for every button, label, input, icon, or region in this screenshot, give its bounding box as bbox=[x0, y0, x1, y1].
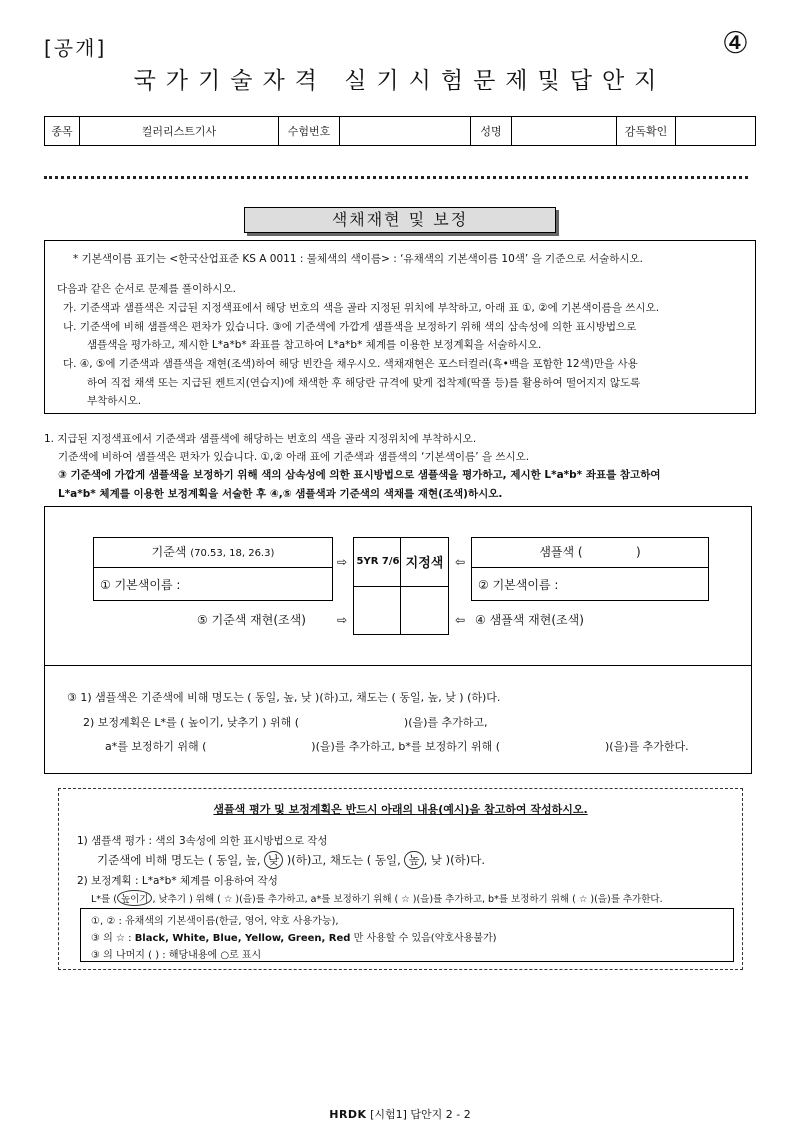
instruction-note: * 기본색이름 표기는 <한국산업표준 KS A 0011 : 물체색의 색이름> : ‘유채색의 기본색이름 10색’ 을 기준으로 서술하시오. bbox=[73, 253, 644, 265]
instruction-da-2: 하여 직접 채색 또는 지급된 켄트지(연습지)에 채색한 후 해당란 규격에 맞게 접착제(딱풀 등)를 활용하여 떨어지지 않도록 bbox=[87, 377, 641, 389]
document-title: 국가기술자격 실기시험문제및답안지 bbox=[133, 68, 667, 94]
basic-name-2-label: ② 기본색이름 : bbox=[478, 578, 559, 592]
section-title: 색채재현 및 보정 bbox=[244, 207, 556, 233]
name-label: 성명 bbox=[471, 117, 512, 146]
instruction-na-1: 나. 기준색에 비해 샘플색은 편차가 있습니다. ③에 기준색에 가깝게 샘플색을 보정하기 위해 색의 삼속성에 의한 표시방법으로 bbox=[63, 321, 637, 333]
exam-no-label: 수험번호 bbox=[279, 117, 340, 146]
instruction-da-3: 부착하시오. bbox=[87, 395, 142, 407]
circled-mark: 높이기 bbox=[117, 890, 153, 906]
standard-color-box bbox=[93, 537, 333, 601]
standard-color-lab: (70.53, 18, 26.3) bbox=[190, 548, 275, 559]
reference-eval-line: 1) 샘플색 평가 : 색의 3속성에 의한 표시방법으로 작성 bbox=[77, 835, 328, 847]
public-tag: [공개] bbox=[44, 36, 107, 60]
sample-color-paren: ( ) bbox=[577, 545, 641, 559]
designated-color-grid bbox=[353, 537, 449, 635]
reproduce-4-label: ④ 샘플색 재현(조색) bbox=[475, 613, 584, 627]
exam-no-field[interactable] bbox=[340, 117, 471, 146]
legend-line-1: ①, ② : 유채색의 기본색이름(한글, 영어, 약호 사용가능), bbox=[91, 916, 339, 927]
sample-reproduce-cell[interactable] bbox=[401, 587, 448, 634]
instruction-intro: 다음과 같은 순서로 문제를 풀이하시오. bbox=[57, 283, 236, 295]
arrow-right-icon: ⇨ bbox=[337, 613, 348, 627]
standard-reproduce-cell[interactable] bbox=[354, 587, 400, 634]
answer-divider bbox=[45, 665, 751, 666]
reproduce-5-label: ⑤ 기준색 재현(조색) bbox=[197, 613, 306, 627]
sample-color-box bbox=[471, 537, 709, 601]
circled-mark: 낮 bbox=[264, 851, 283, 869]
sample-color-label: 샘플색 bbox=[539, 545, 575, 559]
basic-name-1-label: ① 기본색이름 : bbox=[100, 578, 181, 592]
reference-plan-example: L*를 ( 높이기 , 낮추기 ) 위해 ( ☆ )(을)를 추가하고, a*를 보정하기 위해 ( ☆ )(을)를 추가하고, b*를 보정하기 위해 ( ☆ )(을)를 추가한다. bbox=[91, 890, 663, 906]
designated-color-code: 5YR 7/6 bbox=[356, 556, 400, 567]
hrdk-logo: HRDK bbox=[329, 1108, 367, 1121]
arrow-left-icon: ⇦ bbox=[455, 613, 466, 627]
arrow-left-icon: ⇦ bbox=[455, 555, 466, 569]
question-1-line-1: 1. 지급된 지정색표에서 기준색과 샘플색에 해당하는 번호의 색을 골라 지정위치에 부착하시오. bbox=[44, 433, 477, 445]
arrow-right-icon: ⇨ bbox=[337, 555, 348, 569]
reference-plan-line: 2) 보정계획 : L*a*b* 체계를 이용하여 작성 bbox=[77, 875, 278, 887]
dotted-divider bbox=[44, 176, 748, 179]
question-1-line-4: L*a*b* 체계를 이용한 보정계획을 서술한 후 ④,⑤ 샘플색과 기준색의 색채를 재현(조색)하시오. bbox=[58, 488, 503, 500]
q3-evaluation-line: ③ 1) 샘플색은 기준색에 비해 명도는 ( 동일, 높, 낮 )(하)고, 채도는 ( 동일, 높, 낮 ) (하)다. bbox=[67, 691, 501, 704]
supervisor-label: 감독확인 bbox=[617, 117, 676, 146]
reference-eval-example: 기준색에 비해 명도는 ( 동일, 높, 낮 )(하)고, 채도는 ( 동일, 높 , 낮 )(하)다. bbox=[97, 853, 485, 867]
reference-legend bbox=[80, 908, 734, 962]
supervisor-field[interactable] bbox=[676, 117, 756, 146]
name-field[interactable] bbox=[512, 117, 617, 146]
legend-line-3: ③ 의 나머지 ( ) : 해당내용에 ○로 표시 bbox=[91, 950, 262, 961]
instruction-na-2: 샘플색을 평가하고, 제시한 L*a*b* 좌표를 참고하여 L*a*b* 체계를 이용한 보정계획을 서술하시오. bbox=[87, 339, 542, 351]
page-mark: ④ bbox=[722, 26, 749, 61]
exam-info-table bbox=[44, 116, 756, 146]
field-value: 컬러리스트기사 bbox=[80, 117, 279, 146]
instruction-ga: 가. 기준색과 샘플색은 지급된 지정색표에서 해당 번호의 색을 골라 지정된 위치에 부착하고, 아래 표 ①, ②에 기본색이름을 쓰시오. bbox=[63, 302, 660, 314]
footer-text: [시험1] 답안지 2 - 2 bbox=[370, 1108, 471, 1121]
footer bbox=[0, 1106, 800, 1122]
standard-color-label: 기준색 bbox=[151, 545, 187, 559]
circled-mark: 높 bbox=[404, 851, 423, 869]
field-label: 종목 bbox=[45, 117, 80, 146]
instruction-da-1: 다. ④, ⑤에 기준색과 샘플색을 재현(조색)하여 해당 빈칸을 채우시오. 색채재현은 포스터컬러(흑•백을 포함한 12색)만을 사용 bbox=[63, 358, 638, 370]
designated-color-label: 지정색 bbox=[405, 556, 444, 571]
basic-name-1-field[interactable] bbox=[204, 570, 328, 596]
question-1-line-2: 기준색에 비하여 샘플색은 편차가 있습니다. ①,② 아래 표에 기준색과 샘플색의 ‘기본색이름’ 을 쓰시오. bbox=[58, 451, 530, 463]
instructions-box bbox=[44, 240, 756, 414]
basic-name-2-field[interactable] bbox=[582, 570, 704, 596]
legend-line-2: ③ 의 ☆ : Black, White, Blue, Yellow, Green, Red 만 사용할 수 있음(약호사용불가) bbox=[91, 933, 497, 944]
q3-plan-line-2: a*를 보정하기 위해 ( )(을)를 추가하고, b*를 보정하기 위해 ( )(을)를 추가한다. bbox=[105, 740, 689, 753]
reference-heading: 샘플색 평가 및 보정계획은 반드시 아래의 내용(예시)을 참고하여 작성하시오. bbox=[213, 803, 588, 816]
answer-frame bbox=[44, 506, 752, 774]
question-1-line-3: ③ 기준색에 가깝게 샘플색을 보정하기 위해 색의 삼속성에 의한 표시방법으로 샘플색을 평가하고, 제시한 L*a*b* 좌표를 참고하여 bbox=[58, 469, 661, 481]
q3-plan-line-1: 2) 보정계획은 L*를 ( 높이기, 낮추기 ) 위해 ( )(을)를 추가하고, bbox=[83, 716, 488, 729]
